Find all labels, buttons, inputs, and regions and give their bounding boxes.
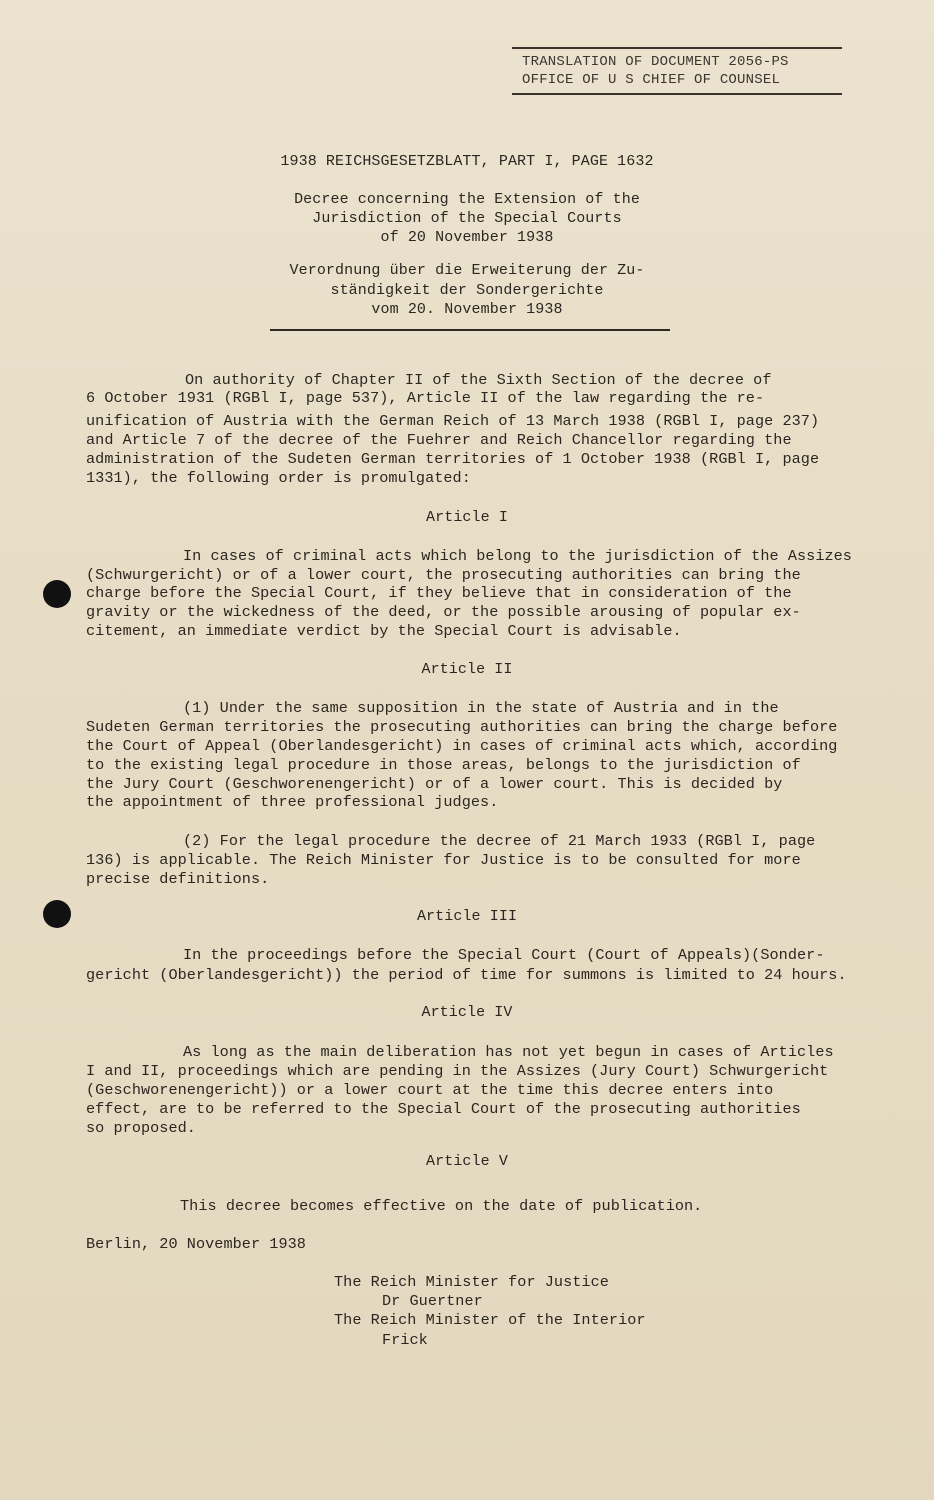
article-1-line-3: charge before the Special Court, if they believe that in consideration of the — [86, 584, 792, 602]
title-english-2: Jurisdiction of the Special Courts — [312, 210, 622, 227]
preamble-line-3: unification of Austria with the German Reich of 13 March 1938 (RGBl I, page 237) — [86, 412, 820, 430]
article-4-line-3: (Geschworenengericht)) or a lower court at the time this decree enters into — [86, 1081, 774, 1099]
article-1-line-4: gravity or the wickedness of the deed, or the possible arousing of popular ex- — [86, 603, 801, 621]
article-1-line-5: citement, an immediate verdict by the Special Court is advisable. — [86, 622, 682, 640]
source-citation: 1938 REICHSGESETZBLATT, PART I, PAGE 1632 — [280, 153, 654, 170]
article-3-line-1: In the proceedings before the Special Court (Court of Appeals)(Sonder- — [183, 946, 825, 964]
punch-hole-top — [43, 580, 71, 608]
signature-title-2: The Reich Minister of the Interior — [334, 1311, 646, 1329]
article-4-line-4: effect, are to be referred to the Special Court of the prosecuting authorities — [86, 1100, 801, 1118]
signature-name-1: Dr Guertner — [382, 1292, 483, 1310]
place-date: Berlin, 20 November 1938 — [86, 1235, 306, 1253]
article-5-heading: Article V — [426, 1153, 508, 1170]
title-german-1: Verordnung über die Erweiterung der Zu- — [289, 262, 645, 279]
article-2-line-2: Sudeten German territories the prosecuting authorities can bring the charge before — [86, 718, 838, 736]
title-english-1: Decree concerning the Extension of the — [294, 191, 640, 208]
article-4-line-5: so proposed. — [86, 1119, 196, 1137]
title-divider — [270, 329, 670, 331]
signature-name-2: Frick — [382, 1331, 428, 1349]
translation-header — [512, 47, 844, 95]
article-3-heading: Article III — [416, 908, 518, 925]
article-1-line-2: (Schwurgericht) or of a lower court, the prosecuting authorities can bring the — [86, 566, 801, 584]
article-4-line-2: I and II, proceedings which are pending in the Assizes (Jury Court) Schwurgericht — [86, 1062, 829, 1080]
article-5-line-1: This decree becomes effective on the date of publication. — [180, 1197, 703, 1215]
header-line-1: TRANSLATION OF DOCUMENT 2056-PS — [522, 54, 789, 70]
preamble-line-5: administration of the Sudeten German territories of 1 October 1938 (RGBl I, page — [86, 450, 820, 468]
preamble-line-6: 1331), the following order is promulgated: — [86, 469, 471, 487]
title-english-3: of 20 November 1938 — [380, 229, 554, 246]
article-2-line-3: the Court of Appeal (Oberlandesgericht) in cases of criminal acts which, according — [86, 737, 838, 755]
article-2-heading: Article II — [421, 661, 513, 678]
title-german-3: vom 20. November 1938 — [371, 301, 563, 318]
article-2-line-1: (1) Under the same supposition in the state of Austria and in the — [183, 699, 779, 717]
article-1-line-1: In cases of criminal acts which belong to the jurisdiction of the Assizes — [183, 547, 852, 565]
header-rule-bottom — [512, 93, 842, 95]
article-3-line-2: gericht (Oberlandesgericht)) the period of time for summons is limited to 24 hours. — [86, 966, 847, 984]
article-1-heading: Article I — [426, 509, 508, 526]
header-line-2: OFFICE OF U S CHIEF OF COUNSEL — [522, 72, 781, 88]
article-4-heading: Article IV — [421, 1004, 513, 1021]
preamble-line-4: and Article 7 of the decree of the Fuehrer and Reich Chancellor regarding the — [86, 431, 792, 449]
signature-title-1: The Reich Minister for Justice — [334, 1273, 609, 1291]
article-2-line-6: the appointment of three professional judges. — [86, 793, 499, 811]
preamble-line-1: On authority of Chapter II of the Sixth Section of the decree of — [185, 371, 772, 389]
article-2-para2-line-2: 136) is applicable. The Reich Minister for Justice is to be consulted for more — [86, 851, 801, 869]
article-2-line-4: to the existing legal procedure in those areas, belongs to the jurisdiction of — [86, 756, 801, 774]
preamble-line-2: 6 October 1931 (RGBl I, page 537), Article II of the law regarding the re- — [86, 389, 765, 407]
header-rule-top — [512, 47, 842, 49]
title-german-2: ständigkeit der Sondergerichte — [330, 282, 604, 299]
article-2-line-5: the Jury Court (Geschworenengericht) or of a lower court. This is decided by — [86, 775, 783, 793]
article-2-para2-line-1: (2) For the legal procedure the decree of 21 March 1933 (RGBl I, page — [183, 832, 816, 850]
article-2-para2-line-3: precise definitions. — [86, 870, 270, 888]
article-4-line-1: As long as the main deliberation has not yet begun in cases of Articles — [183, 1043, 834, 1061]
